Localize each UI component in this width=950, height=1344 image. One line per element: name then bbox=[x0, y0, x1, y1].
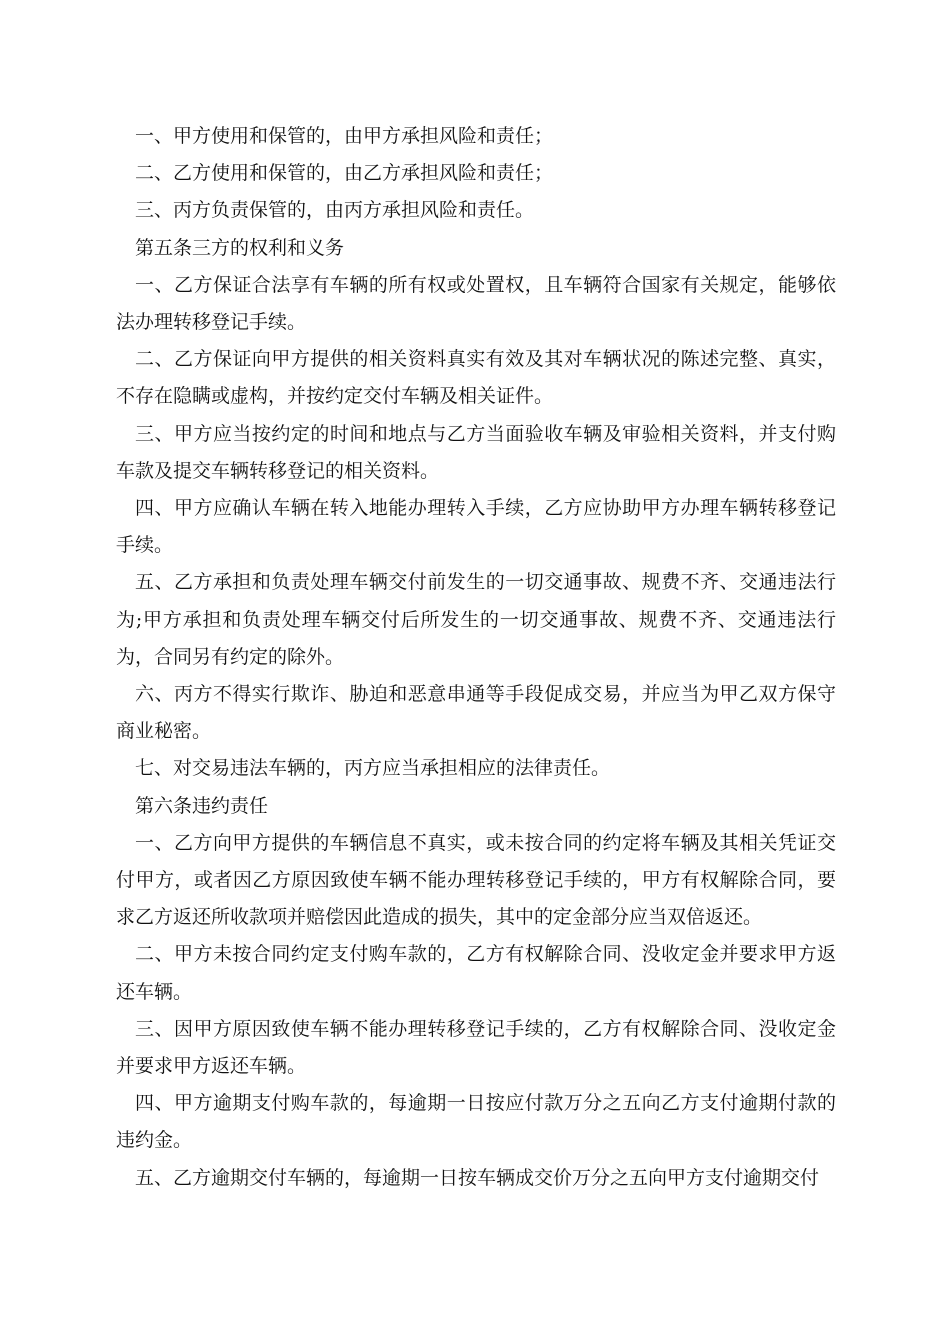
paragraph-clause-1: 一、甲方使用和保管的，由甲方承担风险和责任； bbox=[135, 125, 554, 147]
document-body bbox=[116, 118, 836, 1197]
paragraph-article-6-item-2: 二、甲方未按合同约定支付购车款的，乙方有权解除合同、没收定金并要求甲方返还车辆。 bbox=[116, 943, 836, 1003]
section-heading-article-6: 第六条违约责任 bbox=[135, 794, 269, 817]
paragraph-article-6-item-3: 三、因甲方原因致使车辆不能办理转移登记手续的，乙方有权解除合同、没收定金并要求甲方返还车辆。 bbox=[116, 1017, 836, 1078]
paragraph-article-5-item-1: 一、乙方保证合法享有车辆的所有权或处置权，且车辆符合国家有关规定，能够依法办理转移登记手续。 bbox=[116, 273, 836, 334]
paragraph-article-5-item-2: 二、乙方保证向甲方提供的相关资料真实有效及其对车辆状况的陈述完整、真实，不存在隐瞒或虚构，并按约定交付车辆及相关证件。 bbox=[116, 348, 836, 408]
paragraph-article-5-item-5: 五、乙方承担和负责处理车辆交付前发生的一切交通事故、规费不齐、交通违法行为;甲方承担和负责处理车辆交付后所发生的一切交通事故、规费不齐、交通违法行为，合同另有约定的除外。 bbox=[116, 571, 836, 668]
section-heading-article-5: 第五条三方的权利和义务 bbox=[135, 236, 345, 259]
paragraph-article-6-item-1: 一、乙方向甲方提供的车辆信息不真实，或未按合同的约定将车辆及其相关凭证交付甲方，或者因乙方原因致使车辆不能办理转移登记手续的，甲方有权解除合同，要求乙方返还所收款项并赔偿因此造成的损失，其中的定金部分应当双倍返还。 bbox=[116, 831, 836, 929]
paragraph-article-6-item-4: 四、甲方逾期支付购车款的，每逾期一日按应付款万分之五向乙方支付逾期付款的违约金。 bbox=[116, 1092, 836, 1152]
paragraph-article-5-item-4: 四、甲方应确认车辆在转入地能办理转入手续，乙方应协助甲方办理车辆转移登记手续。 bbox=[116, 497, 836, 557]
paragraph-article-5-item-3: 三、甲方应当按约定的时间和地点与乙方当面验收车辆及审验相关资料，并支付购车款及提交车辆转移登记的相关资料。 bbox=[116, 422, 836, 482]
paragraph-clause-2: 二、乙方使用和保管的，由乙方承担风险和责任； bbox=[135, 162, 554, 185]
paragraph-article-5-item-6: 六、丙方不得实行欺诈、胁迫和恶意串通等手段促成交易，并应当为甲乙双方保守商业秘密。 bbox=[116, 683, 836, 743]
paragraph-article-5-item-7: 七、对交易违法车辆的，丙方应当承担相应的法律责任。 bbox=[135, 757, 611, 780]
paragraph-clause-3: 三、丙方负责保管的，由丙方承担风险和责任。 bbox=[135, 199, 535, 222]
paragraph-article-6-item-5: 五、乙方逾期交付车辆的，每逾期一日按车辆成交价万分之五向甲方支付逾期交付 bbox=[135, 1166, 820, 1189]
